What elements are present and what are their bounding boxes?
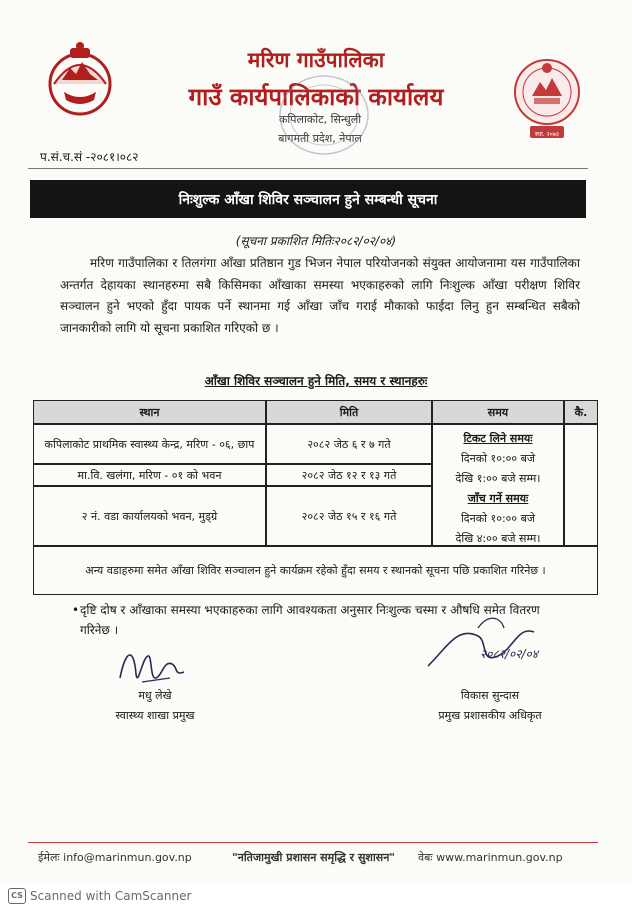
footer-divider <box>28 842 598 843</box>
row-1-place: कपिलाकोट प्राथमिक स्वास्थ्य केन्द्र, मरिण - ०६, छाप <box>33 424 266 464</box>
left-signatory-name: मधु लेखे <box>138 689 172 702</box>
time-cell <box>432 424 564 546</box>
remarks-cell <box>564 424 598 546</box>
right-signatory-role: प्रमुख प्रशासकीय अधिकृत <box>438 709 542 722</box>
camscanner-logo-icon: CS <box>8 888 26 904</box>
right-handwritten-date: २०८२/०२/०४ <box>479 647 538 661</box>
footer-website: वेबः www.marinmun.gov.np <box>418 851 563 864</box>
row-2-date: २०८२ जेठ १२ र १३ गते <box>266 464 432 486</box>
left-signature-icon <box>112 638 192 694</box>
row-3-place: २ नं. वडा कार्यालयको भवन, मुड्ग्रे <box>33 486 266 546</box>
right-signature-icon <box>418 606 558 692</box>
footer-email: ईमेलः info@marinmun.gov.np <box>38 851 192 864</box>
ticket-time-line-2: देखि १:०० बजे सम्म। <box>455 472 541 485</box>
row-1-date: २०८२ जेठ ६ र ७ गते <box>266 424 432 464</box>
header-time: समय <box>432 400 564 424</box>
seal-text: स्था. २०७३ <box>535 131 559 138</box>
check-time-line-2: देखि ४:०० बजे सम्म। <box>455 532 541 545</box>
check-time-heading: जाँच गर्ने समयः <box>467 492 529 505</box>
reference-number: प.सं.च.सं -२०८१।०८२ <box>40 150 139 164</box>
body-paragraph <box>60 253 580 339</box>
check-time-line-1: दिनको १०:०० बजे <box>460 512 536 525</box>
row-3-date: २०८२ जेठ १५ र १६ गते <box>266 486 432 546</box>
left-signatory-role: स्वास्थ्य शाखा प्रमुख <box>115 709 195 722</box>
notice-title-banner <box>30 180 586 218</box>
footer-slogan: "नतिजामुखी प्रशासन समृद्धि र सुशासन" <box>232 851 396 864</box>
schedule-table <box>33 400 598 595</box>
right-signatory-name: विकास सुन्दास <box>460 689 520 702</box>
municipality-seal-icon <box>512 52 582 142</box>
office-stamp-icon <box>276 72 372 158</box>
municipality-name: मरिण गाउँपालिका <box>247 48 385 72</box>
ticket-time-heading: टिकट लिने समयः <box>463 432 533 445</box>
scanner-watermark <box>8 888 191 904</box>
address-line-2: बागमती प्रदेश, नेपाल <box>278 132 362 145</box>
bullet-dot-icon: • <box>72 603 80 617</box>
published-date: (सूचना प्रकाशित मितिः२०८२/०२/०४) <box>235 234 397 248</box>
row-2-place: मा.वि. खलंगा, मरिण - ०१ को भवन <box>33 464 266 486</box>
bullet-note-text: दृष्टि दोष र आँखाका समस्या भएकाहरुका लागि आवश्यकता अनुसार निःशुल्क चस्मा र औषधि समेत वितरण गरिनेछ । <box>80 603 540 637</box>
header-place: स्थान <box>33 400 266 424</box>
header-date: मिति <box>266 400 432 424</box>
header-divider <box>28 168 588 169</box>
body-paragraph-text: मरिण गाउँपालिका र तिलगंगा आँखा प्रतिष्ठान गुड भिजन नेपाल परियोजनको संयुक्त आयोजनामा यस गाउँपालिका अन्तर्गत देहायका स्थानहरुमा सबै किसिमका आँखाका समस्या भएकाहरुको लागि निःशुल्क आँखा परीक्षण शिविर सञ्चालन हुने भएको हुँदा पायक पर्ने स्थानमा गई आँखा जाँच गराई मौकाको फाईदा लिनु हुन सम्बन्धित सबैको जानकारीको लागि यो सूचना प्रकाशित गरिएको छ । <box>60 256 580 335</box>
table-footer-note: अन्य वडाहरुमा समेत आँखा शिविर सञ्चालन हुने कार्यक्रम रहेको हुँदा समय र स्थानको सूचना पछि प्रकाशित गरिनेछ । <box>33 546 598 595</box>
office-name: गाउँ कार्यपालिकाको कार्यालय <box>188 83 444 111</box>
scanner-label: Scanned with CamScanner <box>30 889 192 903</box>
address-line-1: कपिलाकोट, सिन्धुली <box>278 113 362 126</box>
ticket-time-line-1: दिनको १०:०० बजे <box>460 452 536 465</box>
notice-title: निःशुल्क आँखा शिविर सञ्चालन हुने सम्बन्धी सूचना <box>178 191 438 208</box>
header-remarks: कै. <box>564 400 598 424</box>
table-title: आँखा शिविर सञ्चालन हुने मिति, समय र स्थानहरुः <box>204 374 428 388</box>
